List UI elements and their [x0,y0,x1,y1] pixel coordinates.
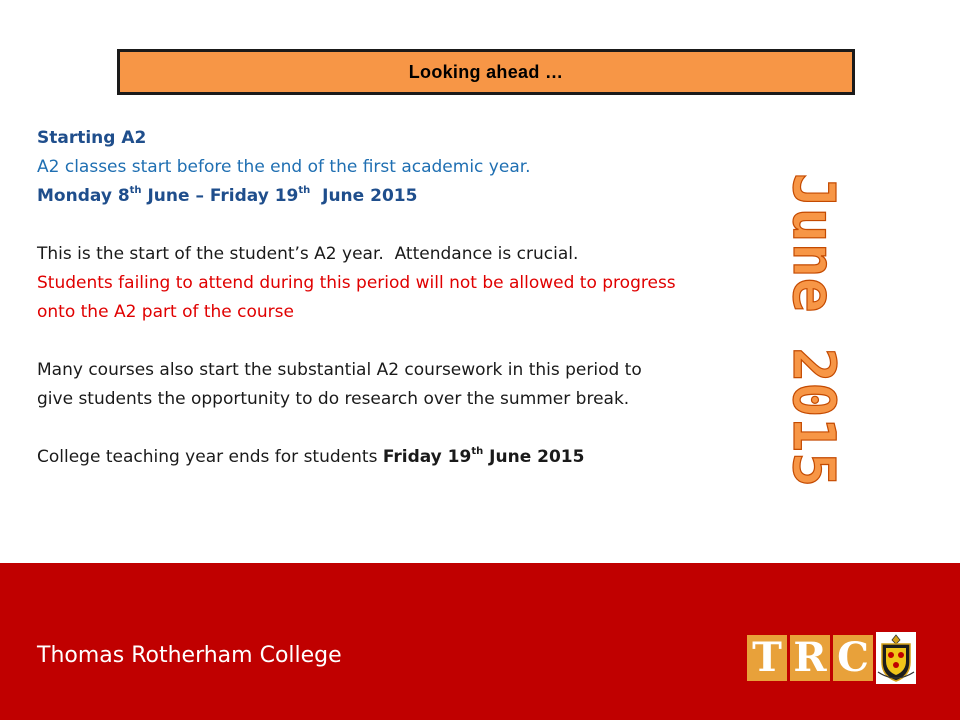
attendance-text: This is the start of the student’s A2 year. Attendance is crucial. [37,244,579,264]
coursework-text: Many courses also start the substantial A2 coursework in this period to give students the opportunity to do research over the summer break. [37,360,642,409]
section-heading: Starting A2 [37,128,147,148]
ending-date [383,447,585,467]
date-start: Monday 8 [37,186,130,206]
side-title [780,170,848,490]
logo-letter-r: R [790,635,830,681]
logo-letter-t: T [747,635,787,681]
ending-date-end: June 2015 [483,447,585,467]
ending-lead: College teaching year ends for students [37,447,383,467]
date-range [37,182,677,211]
ending-date-start: Friday 19 [382,447,472,467]
college-name: Thomas Rotherham College [37,643,342,668]
intro-text: A2 classes start before the end of the first academic year. [37,157,531,177]
banner-title: Looking ahead … [408,61,564,82]
ending-date-suffix: th [471,446,484,458]
crest-icon [876,632,916,684]
side-title-text: June 2015 [780,172,848,488]
date-end-suffix: th [298,185,311,197]
date-start-suffix: th [129,185,142,197]
logo-letter-c: C [833,635,873,681]
college-logo [747,629,917,687]
footer [0,563,960,720]
side-title-graphic [780,170,848,490]
warning-text: Students failing to attend during this period will not be allowed to progress onto the A2 part of the course [37,273,676,322]
date-mid: June – Friday 19 [141,186,299,206]
ending-text [37,443,677,472]
header-banner [117,49,855,95]
main-content [37,124,677,472]
date-end: June 2015 [310,186,418,206]
